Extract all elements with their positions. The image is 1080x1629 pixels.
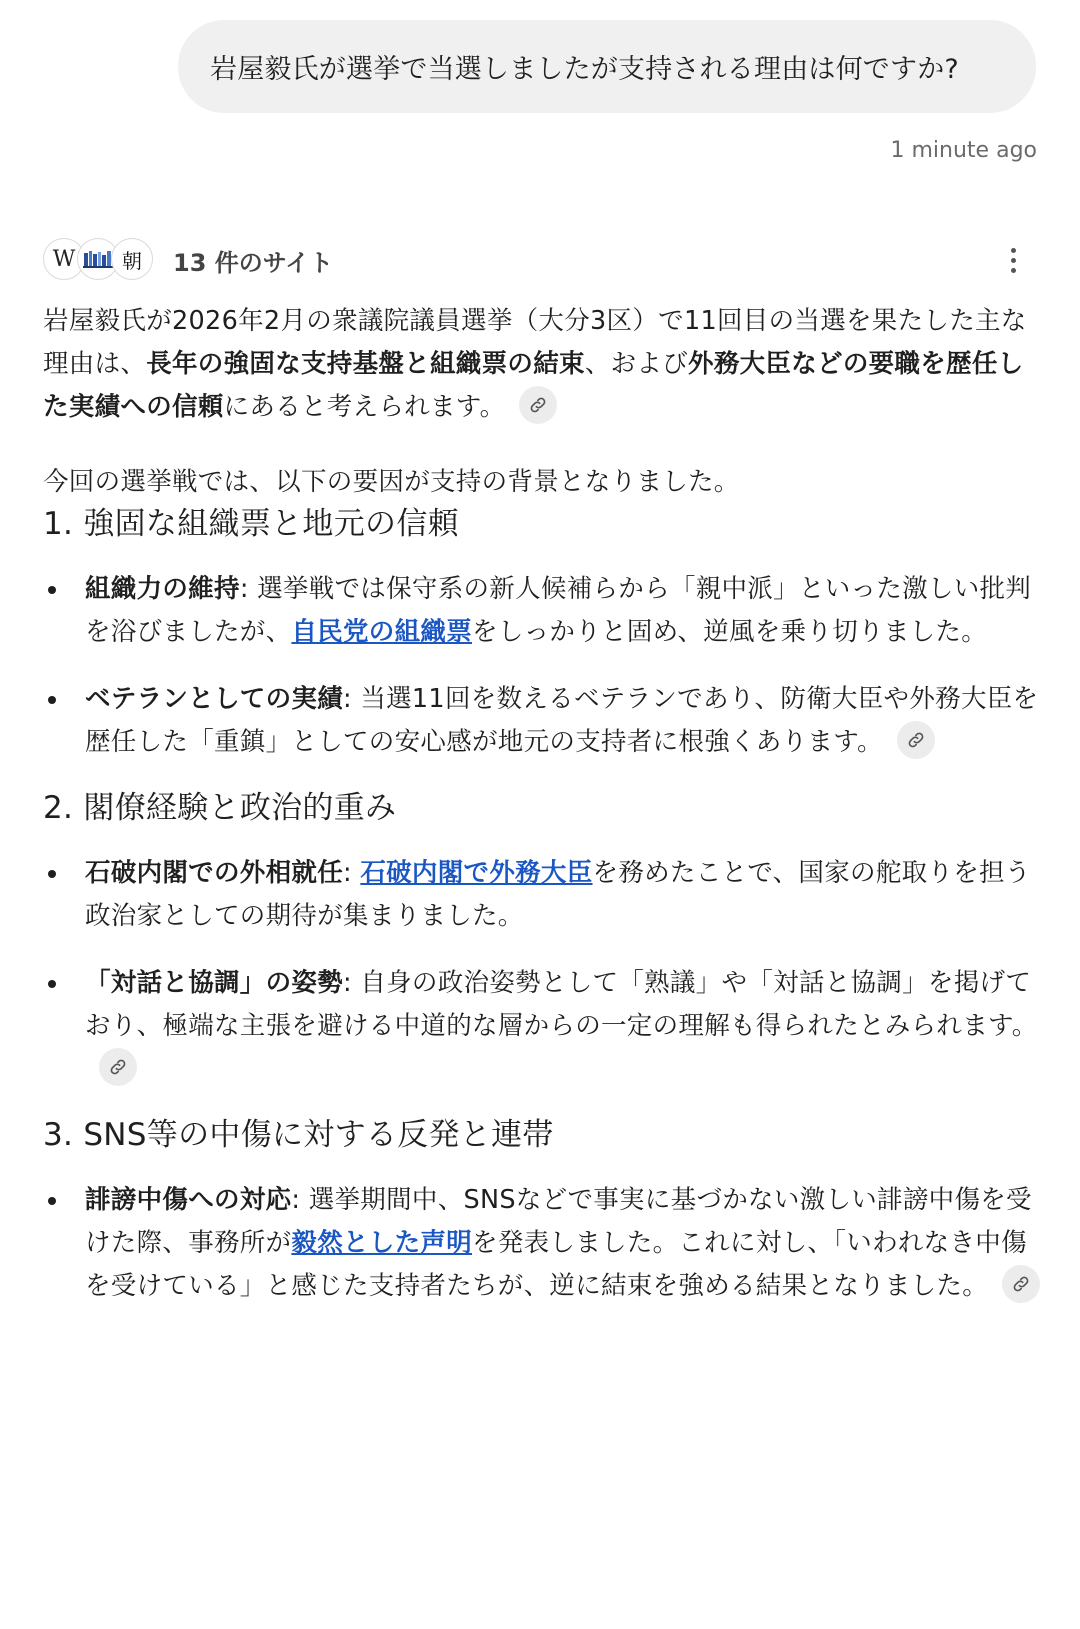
section-3-list	[43, 1179, 1043, 1308]
list-item	[43, 1179, 1043, 1308]
list-item	[43, 678, 1043, 764]
intro-text: 岩屋毅氏が2026年2月の衆議院議員選挙（大分3区）で11回目の当選を果たした主な理由は、	[43, 306, 1027, 379]
answer-content	[43, 300, 1043, 1332]
vertical-dots-icon	[1011, 248, 1016, 253]
section-heading-2: 2. 閣僚経験と政治的重み	[43, 790, 397, 826]
wikipedia-favicon-icon: W	[43, 238, 85, 280]
sources-count-label: 13 件のサイト	[173, 248, 334, 277]
item-text: を務めたことで、国家の舵取りを担う政治家としての期待が集まりました。	[85, 858, 1031, 931]
item-title: 「対話と協調」の姿勢	[85, 968, 344, 998]
item-text: : 選挙戦では保守系の新人候補らから「親中派」といった激しい批判を浴びましたが、	[85, 574, 1032, 647]
section-heading-1: 1. 強固な組織票と地元の信頼	[43, 506, 459, 542]
sources-chip[interactable]	[43, 236, 333, 284]
citation-link-icon[interactable]	[1002, 1265, 1040, 1303]
user-query-bubble	[178, 20, 1036, 113]
item-text: : 自身の政治姿勢として「熟議」や「対話と協調」を掲げており、極端な主張を避ける中道的な層からの一定の理解も得られたとみられます。	[85, 968, 1038, 1041]
item-title: 石破内閣での外相就任	[85, 858, 344, 888]
source-favicons	[43, 236, 159, 284]
inline-link[interactable]: 毅然とした声明	[291, 1228, 473, 1258]
item-text: : 選挙期間中、SNSなどで事実に基づかない激しい誹謗中傷を受けた際、事務所が	[85, 1185, 1032, 1258]
vertical-dots-icon-dot	[1011, 268, 1016, 273]
inline-link[interactable]: 石破内閣で外務大臣	[360, 858, 593, 888]
section-1-list	[43, 568, 1043, 764]
item-text: :	[343, 858, 361, 888]
intro-text: 、および	[584, 349, 689, 379]
intro-bold-2: 外務大臣などの要職を歴任した実績への信頼	[43, 349, 1024, 422]
section-heading-3: 3. SNS等の中傷に対する反発と連帯	[43, 1117, 554, 1153]
inline-link[interactable]: 自民党の組織票	[291, 617, 473, 647]
item-title: ベテランとしての実績	[85, 684, 344, 714]
item-text: : 当選11回を数えるベテランであり、防衛大臣や外務大臣を歴任した「重鎮」としての安心感が地元の支持者に根強くあります。	[85, 684, 1039, 757]
user-query-text: 岩屋毅氏が選挙で当選しましたが支持される理由は何ですか?	[210, 54, 959, 85]
vertical-dots-icon-dot	[1011, 258, 1016, 263]
section-2-list	[43, 852, 1043, 1091]
answer-intro	[43, 300, 1043, 429]
more-options-button[interactable]	[998, 242, 1028, 278]
citation-link-icon[interactable]	[519, 386, 557, 424]
list-item	[43, 962, 1043, 1091]
list-item	[43, 568, 1043, 654]
answer-intro-2: 今回の選挙戦では、以下の要因が支持の背景となりました。	[43, 467, 740, 497]
citation-link-icon[interactable]	[99, 1048, 137, 1086]
intro-bold-1: 長年の強固な支持基盤と組織票の結束	[146, 349, 585, 379]
item-text: をしっかりと固め、逆風を乗り切りました。	[472, 617, 987, 647]
item-title: 誹謗中傷への対応	[85, 1185, 292, 1215]
item-text: を発表しました。これに対し、「いわれなき中傷を受けている」と感じた支持者たちが、逆に結束を強める結果となりました。	[85, 1228, 1027, 1301]
query-timestamp: 1 minute ago	[890, 138, 1037, 163]
citation-link-icon[interactable]	[897, 721, 935, 759]
asahi-favicon-icon: 朝	[111, 238, 153, 280]
item-title: 組織力の維持	[85, 574, 240, 604]
list-item	[43, 852, 1043, 938]
intro-text: にあると考えられます。	[223, 392, 506, 422]
